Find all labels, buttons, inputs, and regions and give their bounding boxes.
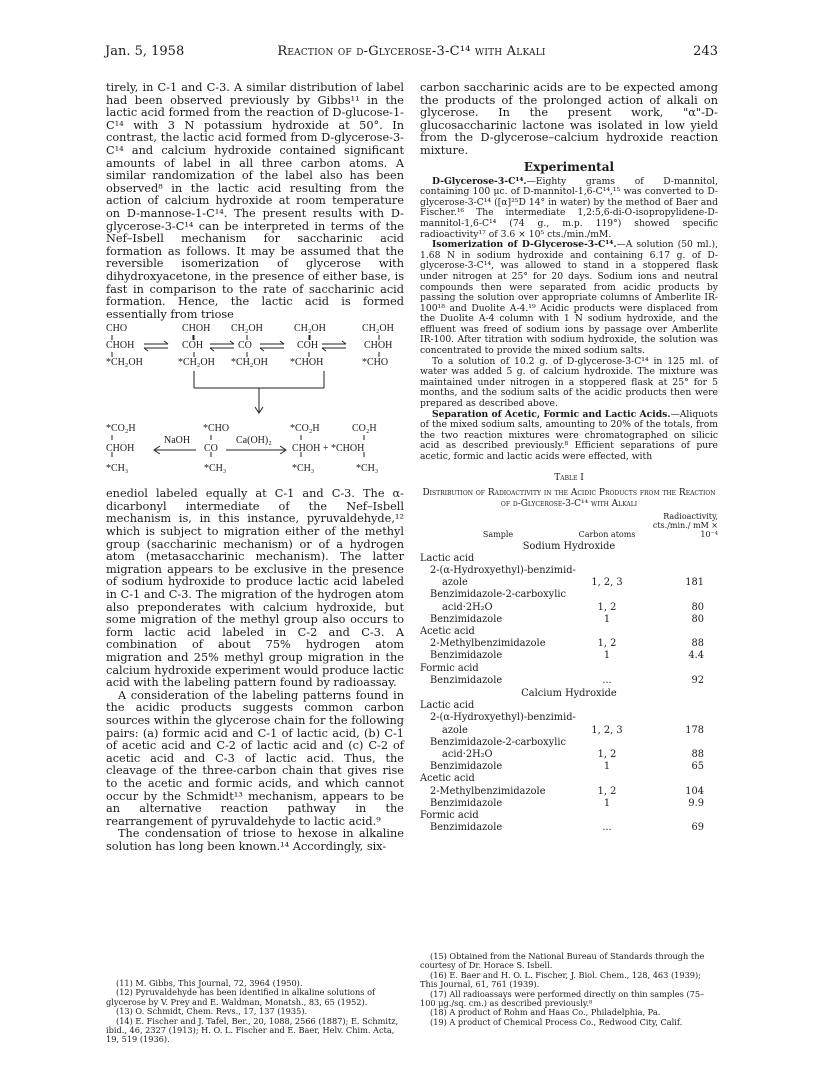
table-cell-radioactivity: 88 (691, 749, 704, 761)
section-calcium: To a solution of 10.2 g. of D-glycerose-3-C¹⁴ in 125 ml. of water was added 5 g. of calcium hydroxide. The mixture was maintained under nitrogen in a stoppered flask at 25° for 5 months, and the sodium salts of the acidic products then were prepared as described above. (420, 355, 718, 410)
table-row (420, 725, 718, 737)
scheme-arrows (106, 323, 404, 518)
table-row (420, 749, 718, 761)
col-sample: Sample (482, 529, 514, 539)
section-separation (420, 410, 718, 463)
table-label: Table I (554, 472, 584, 483)
scheme-b3-1: *CH₃ (106, 463, 129, 475)
table-row (420, 663, 718, 675)
table-header-row (420, 512, 718, 540)
table-cell-carbon: 1 (603, 761, 611, 773)
table-row (420, 589, 718, 601)
table-cell-sample: Benzimidazole (430, 650, 503, 662)
table-row (420, 773, 718, 785)
footnote-14: (14) E. Fischer and J. Tafel, Ber., 20, 1088, 2566 (1887); E. Schmitz, ibid., 46, 2327 (1913); H. O. L. Fischer and E. Baer, Helv. Chim. Acta, 19, 519 (1936). (106, 1015, 399, 1045)
table-row (420, 798, 718, 810)
table-cell-carbon (576, 810, 638, 822)
scheme-b3-4: *CH₃ (356, 463, 379, 475)
table-cell-radioactivity: 178 (685, 724, 704, 736)
scheme-r2-5: CHOH (364, 340, 393, 352)
table-cell-radioactivity: 65 (691, 761, 704, 773)
scheme-r3-5: *CHO (362, 357, 389, 369)
footnote-16: (16) E. Baer and H. O. L. Fischer, J. Biol. Chem., 128, 463 (1939); This Journal, 61, 761 (1939). (420, 969, 701, 990)
table-title: Distribution of Radioactivity in the Acidic Products from the Reaction of d-Glycerose-3-C¹⁴ with Alkali (422, 487, 716, 509)
table-cell-carbon (576, 712, 638, 724)
table-cell-carbon (576, 565, 638, 577)
table-cell-radioactivity (638, 553, 718, 565)
table-cell-radioactivity (638, 712, 718, 724)
table-cell-radioactivity: 80 (691, 613, 704, 625)
table-cell-radioactivity (638, 589, 718, 601)
scheme-b1-4: CO₂H (352, 423, 377, 435)
table-cell-carbon: 1 (603, 797, 611, 809)
table-row (420, 565, 718, 577)
right-paragraph-1: carbon saccharinic acids are to be expected among the products of the prolonged action of alkali on glycerose. In the present work, "α"-D-glucosaccharinic lactone was isolated in low yield from the D-glycerose–calcium hydroxide reaction mixture. (420, 81, 718, 157)
scheme-b2-2: CO (204, 443, 218, 455)
scheme-r3-4: *CHOH (290, 357, 324, 369)
table-row (420, 638, 718, 650)
table-row (420, 650, 718, 662)
table-row (420, 737, 718, 749)
table-cell-radioactivity: 92 (691, 674, 704, 686)
table-cell-sample: Benzimidazole (430, 613, 503, 625)
left-paragraph-1: tirely, in C-1 and C-3. A similar distribution of label had been observed previously by Gibbs¹¹ in the lactic acid formed from the reaction of D-glucose-1-C¹⁴ with 3 N potassium hydroxide at 50°. In contrast, the lactic acid formed from D-glycerose-3-C¹⁴ and calcium hydroxide contained significant amounts of label in all three carbon atoms. A similar randomization of the label also has been observed⁸ in the lactic acid resulting from the action of calcium hydroxide at room temperature on D-mannose-1-C¹⁴. The present results with D-glycerose-3-C¹⁴ can be interpreted in terms of the Nef–Isbell mechanism for saccharinic acid formation as follows. It may be assumed that the reversible isomerization of glycerose with dihydroxyacetone, in the presence of either base, is fast in comparison to the rate of saccharinic acid formation. Hence, the lactic acid is formed essentially from triose (106, 81, 404, 321)
table-row (420, 786, 718, 798)
table-cell-carbon: 1, 2 (597, 749, 617, 761)
table-cell-sample: Lactic acid (420, 552, 475, 564)
reaction-scheme (106, 323, 404, 518)
table-cell-carbon: ... (602, 822, 612, 834)
table-cell-radioactivity: 9.9 (688, 797, 704, 809)
scheme-b3-2: *CH₃ (204, 463, 227, 475)
table-cell-radioactivity: 181 (685, 577, 704, 589)
scheme-b1-2: *CHO (203, 423, 230, 435)
left-paragraph-2: enediol labeled equally at C-1 and C-3. The α-dicarbonyl intermediate of the Nef–Isbell mechanism is, in this instance, pyruvaldehyde,¹² which is subject to migration either of the methyl group (saccharinic mechanism) or of a hydrogen atom (metasaccharinic mechanism). The latter migration appears to be exclusive in the presence of sodium hydroxide to produce lactic acid labeled in C-1 and C-3. The migration of the hydrogen atom also preponderates with calcium hydroxide, but some migration of the methyl group also occurs to form lactic acid labeled in C-2 and C-3. A combination of about 75% hydrogen atom migration and 25% methyl group migration in the calcium hydroxide experiment would produce lactic acid with the labeling pattern found by radioassay. (106, 487, 404, 690)
table-cell-sample: Lactic acid (420, 700, 475, 712)
scheme-r2-2: COH (182, 340, 204, 352)
scheme-r2-1: CHOH (106, 340, 135, 352)
section-isomerization-text: —A solution (50 ml.), 1.68 N in sodium hydroxide and containing 6.17 g. of D-glycerose-3-C¹⁴, was allowed to stand in a stoppered flask under nitrogen at 25° for 20 days. Sodium ions and neutral compounds then were separated from acidic products by passing the solution over appropriate columns of Amberlite IR-100¹⁸ and Duolite A-4.¹⁹ Acidic products were displaced from the Duolite A-4 column with 1 N sodium hydroxide, and the effluent was freed of sodium ions by passage over Amberlite IR-100. After titration with sodium hydroxide, the solution was concentrated to provide the mixed sodium salts. (420, 239, 718, 357)
table-cell-carbon: 1 (603, 613, 611, 625)
table-cell-sample: Acetic acid (420, 773, 475, 785)
table-cell-carbon: 1, 2, 3 (591, 577, 623, 589)
footnote-11: (11) M. Gibbs, This Journal, 72, 3964 (1950). (116, 978, 303, 988)
scheme-r2-3: CO (238, 340, 252, 352)
table-cell-radioactivity: 80 (691, 601, 704, 613)
section-glycerose-text: —Eighty grams of D-mannitol, containing 100 μc. of D-mannitol-1,6-C¹⁴,¹⁵ was converted to D-glycerose-3-C¹⁴ ([α]²⁵D 14° in water) by the method of Baer and Fischer.¹⁶ The intermediate 1,2:5,6-di-O-isopropylidene-D-mannitol-1,6-C¹⁴ (74 g., m.p. 119°) showed specific radioactivity¹⁷ of 3.6 × 10⁵ cts./min./mM. (420, 175, 718, 240)
table-row (420, 822, 718, 834)
table-cell-sample: Benzimidazole-2-carboxylic (430, 736, 566, 748)
right-column (420, 82, 718, 834)
table-cell-carbon (576, 663, 638, 675)
table-cell-radioactivity (638, 810, 718, 822)
scheme-r3-1: *CH₂OH (106, 357, 143, 369)
running-header (105, 44, 718, 62)
section-separation-title: Separation of Acetic, Formic and Lactic Acids. (432, 408, 671, 420)
table-cell-radioactivity (638, 663, 718, 675)
scheme-r3-2: *CH₂OH (178, 357, 215, 369)
table-body (420, 540, 718, 835)
scheme-b3-3: *CH₃ (292, 463, 315, 475)
table-cell-carbon: 1, 2 (597, 638, 617, 650)
scheme-b2-3: CHOH + *CHOH (292, 443, 365, 455)
scheme-b1-3: *CO₂H (290, 423, 320, 435)
table-section-label: Sodium Hydroxide (522, 540, 616, 552)
header-title: Reaction of d-Glycerose-3-C¹⁴ with Alkali (277, 44, 546, 59)
table-row (420, 602, 718, 614)
table-cell-radioactivity (638, 626, 718, 638)
table-cell-carbon (576, 737, 638, 749)
scheme-naoh: NaOH (164, 435, 191, 447)
table-row (420, 675, 718, 687)
table-cell-radioactivity (638, 773, 718, 785)
table-cell-sample: Acetic acid (420, 626, 475, 638)
table-cell-sample: Benzimidazole-2-carboxylic (430, 589, 566, 601)
table-cell-carbon: 1 (603, 650, 611, 662)
table-section-row (420, 540, 718, 553)
left-column (106, 82, 404, 854)
footnotes-left (106, 979, 404, 1045)
left-paragraph-3: A consideration of the labeling patterns found in the acidic products suggests common carbon sources within the glycerose chain for the following pairs: (a) formic acid and C-1 of lactic acid, (b) C-1 of acetic acid and C-2 of lactic acid and (c) C-2 of acetic acid and C-3 of lactic acid. Thus, the cleavage of the three-carbon chain that gives rise to the acetic and formic acids, and which cannot occur by the Schmidt¹³ mechanism, appears to be an alternative reaction pathway in the rearrangement of pyruvaldehyde to lactic acid.⁹ (106, 688, 404, 828)
footnote-17: (17) All radioassays were performed directly on thin samples (75–100 μg./sq. cm.) as described previously.⁸ (420, 988, 705, 1009)
col-carbon: Carbon atoms (578, 529, 636, 539)
table-cell-sample: acid·2H₂O (442, 749, 493, 761)
table-row (420, 577, 718, 589)
table-row (420, 614, 718, 626)
table-cell-sample: azole (442, 724, 468, 736)
table-cell-radioactivity: 88 (691, 638, 704, 650)
page-number: 243 (693, 44, 718, 59)
table-row (420, 712, 718, 724)
table-cell-sample: 2-Methylbenzimidazole (430, 785, 546, 797)
scheme-b2-1: CHOH (106, 443, 135, 455)
scheme-r1-3: CH₂OH (231, 323, 263, 335)
footnote-18: (18) A product of Rohm and Haas Co., Philadelphia, Pa. (430, 1007, 661, 1018)
table-cell-sample: azole (442, 577, 468, 589)
table-row (420, 700, 718, 712)
table-cell-sample: Benzimidazole (430, 822, 503, 834)
table-cell-sample: Benzimidazole (430, 797, 503, 809)
table-row (420, 761, 718, 773)
table-cell-sample: Benzimidazole (430, 761, 503, 773)
table-row (420, 810, 718, 822)
scheme-b1-1: *CO₂H (106, 423, 136, 435)
table-section-row (420, 687, 718, 700)
table-cell-sample: 2-Methylbenzimidazole (430, 638, 546, 650)
scheme-r2-4: COH (297, 340, 319, 352)
table-row (420, 626, 718, 638)
section-glycerose-title: D-Glycerose-3-C¹⁴. (432, 175, 527, 187)
experimental-heading: Experimental (523, 159, 615, 174)
table-cell-radioactivity (638, 565, 718, 577)
table-cell-carbon: ... (602, 674, 612, 686)
table-cell-sample: 2-(α-Hydroxyethyl)-benzimid- (430, 712, 576, 724)
scheme-r3-3: *CH₂OH (231, 357, 268, 369)
footnote-15: (15) Obtained from the National Bureau of Standards through the courtesy of Dr. Horace S. Isbell. (420, 951, 705, 971)
section-isomerization-title: Isomerization of D-Glycerose-3-C¹⁴. (432, 239, 617, 251)
scheme-r1-1: CHO (106, 323, 128, 335)
left-paragraph-4: The condensation of triose to hexose in alkaline solution has long been known.¹⁴ Accordingly, six- (106, 827, 404, 853)
table-cell-radioactivity: 104 (685, 785, 704, 797)
table-cell-radioactivity (638, 700, 718, 712)
table-cell-carbon: 1, 2, 3 (591, 724, 623, 736)
col-radioactivity: Radioactivity, cts./min./ mM × 10⁻⁴ (652, 511, 718, 539)
table-cell-sample: 2-(α-Hydroxyethyl)-benzimid- (430, 565, 576, 576)
table-cell-radioactivity (638, 737, 718, 749)
table-cell-carbon: 1, 2 (597, 601, 617, 613)
table-cell-carbon (576, 626, 638, 638)
table-cell-carbon (576, 553, 638, 565)
table-cell-sample: Formic acid (420, 662, 479, 674)
table-cell-sample: Formic acid (420, 810, 479, 822)
table-cell-carbon (576, 589, 638, 601)
table-cell-sample: acid·2H₂O (442, 601, 493, 613)
section-isomerization (420, 240, 718, 357)
scheme-caoh: Ca(OH)₂ (236, 435, 272, 447)
footnote-12: (12) Pyruvaldehyde has been identified in alkaline solutions of glycerose by V. Prey and E. Waldman, Monatsh., 83, 65 (1952). (106, 987, 376, 1007)
section-glycerose (420, 177, 718, 241)
table-cell-sample: Benzimidazole (430, 674, 503, 686)
footnotes-right (420, 952, 718, 1027)
header-date: Jan. 5, 1958 (105, 44, 185, 59)
scheme-r1-5: CH₂OH (362, 323, 394, 335)
table-cell-carbon (576, 700, 638, 712)
table-cell-radioactivity: 69 (691, 822, 704, 834)
radioactivity-table (420, 512, 718, 835)
table-cell-carbon: 1, 2 (597, 785, 617, 797)
scheme-r1-4: CH₂OH (294, 323, 326, 335)
table-cell-radioactivity: 4.4 (688, 650, 704, 662)
table-cell-carbon (576, 773, 638, 785)
table-row (420, 553, 718, 565)
footnote-13: (13) O. Schmidt, Chem. Revs., 17, 137 (1935). (116, 1006, 308, 1017)
section-separation-text: —Aliquots of the mixed sodium salts, amounting to 20% of the totals, from the two reaction mixtures were chromatographed on silicic acid as described previously.⁸ Efficient separations of pure acetic, formic and lactic acids were effected, with (420, 408, 718, 462)
scheme-r1-2: CHOH (182, 323, 211, 335)
table-section-label: Calcium Hydroxide (521, 688, 617, 700)
footnote-19: (19) A product of Chemical Process Co., Redwood City, Calif. (430, 1016, 683, 1027)
